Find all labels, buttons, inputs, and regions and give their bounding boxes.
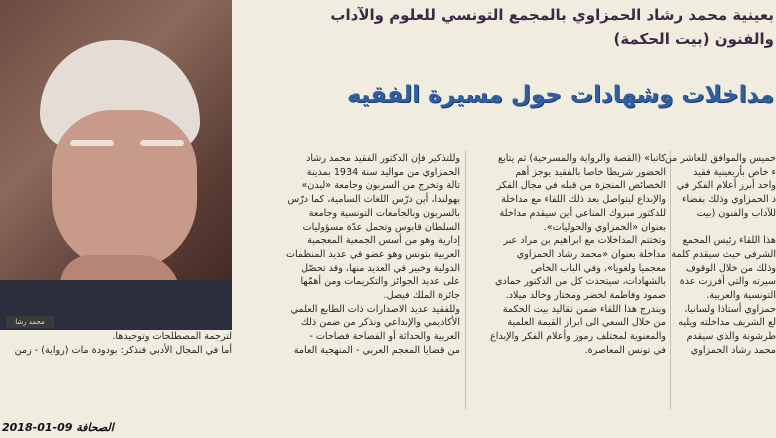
text-line: صمود وفاطمة لخضر ومختار وخالد ميلاد. [505, 290, 666, 302]
text-line: واحد أبرز أعلام الفكر في [676, 180, 776, 192]
text-line: طرشونة والذي سيقدم [686, 331, 776, 343]
text-line: الدولية وخبير في العديد منها، وقد تحصّل [301, 262, 460, 274]
text-line: إدارية وهو من أسس الجمعية المعجمية [307, 235, 460, 247]
text-line: لع الشريف مداخلته ويليه [678, 317, 776, 329]
column-divider [465, 150, 466, 410]
text-line: الخصائص المنجزة من قبله في مجال الفكر [496, 180, 666, 192]
text-line: وذلك من خلال الوقوف [685, 262, 776, 274]
text-line: بعنوان «الحمزاوي والحوليات». [543, 221, 666, 233]
text-line: وللتذكير فإن الدكتور الفقيد محمد رشاد [306, 153, 460, 164]
text-line: وللفقيد عديد الاصدارات ذات الطابع العلمي [290, 303, 460, 315]
text-line [676, 221, 776, 235]
text-line: أما في المجال الأدبي فنذكر: بودودة مات (رواية) - زمن [14, 344, 232, 356]
portrait-eyebrow-right [140, 140, 184, 146]
text-line: سيرته والتي أفرزت عدة [679, 276, 776, 288]
headline-line-1: بعينية محمد رشاد الحمزاوي بالمجمع التونسي للعلوم والآداب [330, 6, 774, 24]
text-line: خميس والموافق للعاشر من [664, 153, 776, 164]
text-line: بالسربون وبالجامعات التونسية وجامعة [308, 207, 460, 219]
text-line: في تونس المعاصرة. [584, 344, 666, 356]
text-line: الحضور شريطا خاصا بالفقيد يوجز أهم [515, 166, 666, 178]
text-line: والإبداع ليتواصل بعد ذلك اللقاء مع مداخلة [501, 194, 666, 206]
portrait-photo [0, 0, 232, 330]
photo-caption: محمد رشا [6, 316, 54, 328]
text-line: محمد رشاد الحمزاوي [690, 344, 776, 356]
text-column-2 [470, 152, 666, 392]
portrait-face [52, 110, 197, 270]
text-line: للآداب والفنون (بيت [696, 207, 776, 219]
text-line: السلطان قابوس وتحمل عدّة مسؤوليات [302, 221, 460, 233]
text-line: الأكاديمي والإبداعي ونذكر من ضمن ذلك [300, 317, 460, 329]
text-line: تالة وتخرج من السربون وجامعة «ليدن» [301, 180, 460, 192]
text-line: وتختتم المداخلات مع ابراهيم بن مراد عبر [503, 235, 666, 247]
text-line: بهولندا، أين درّس اللغات السامية، كما درّس [287, 194, 460, 206]
text-line: مداخلة بعنوان «محمد رشاد الحمزاوي [516, 248, 666, 260]
text-line: معجميا ولغويا»، وفي الباب الخاص [530, 262, 666, 274]
text-column-4 [0, 330, 232, 382]
source-date: الصحافة 09-01-2018 [2, 421, 114, 434]
text-line: التونسية والعربية. [706, 290, 776, 302]
text-line: الشرفي حيث سيقدم كلمة [671, 248, 776, 260]
text-line: للدكتور مبروك المناعي أين سيقدم مداخلة [499, 207, 666, 219]
text-line: هذا اللقاء رئيس المجمع [682, 235, 776, 247]
text-line: لترجمة المصطلحات وتوحيدها. [112, 331, 232, 342]
text-column-3 [240, 152, 460, 427]
text-line: كاتبا» (القصة والرواية والمسرحية) ثم يتابع [497, 153, 666, 164]
text-line: ويندرج هذا اللقاء ضمن تقاليد بيت الحكمة [502, 303, 666, 315]
column-divider [670, 150, 671, 410]
text-line: د الحمزاوي وذلك بفضاء [681, 194, 776, 206]
text-line: الحمزاوي من مواليد سنة 1934 بمدينة [306, 166, 460, 178]
text-line: والمعنوية لمختلف رموز وأعلام الفكر والإبداع [490, 331, 666, 343]
headline-line-2: والفنون (بيت الحكمة) [613, 30, 774, 48]
text-line: العربية والحداثة أو الفصاحة فصاحات - [309, 331, 460, 343]
text-line: العربية بتونس وهو عضو في عديد المنظمات [285, 248, 460, 260]
subheadline: مداخلات وشهادات حول مسيرة الفقيه [347, 82, 774, 108]
portrait-eyebrow-left [70, 140, 114, 146]
text-line: حمزاوي أستاذا ولسانيا، [684, 303, 776, 315]
text-line: ء خاص بأربعينية فقيد [693, 166, 776, 178]
text-line: من قضايا المعجم العربي - المنهجية العامة [293, 344, 460, 356]
text-column-1 [664, 152, 776, 407]
text-line: على عديد الجوائز والتكريمات ومن أهمّها [300, 276, 460, 288]
text-line: بالشهادات، سيتحدث كل من الدكتور حمادي [495, 276, 666, 288]
text-line: جائزة الملك فيصل. [383, 290, 460, 302]
text-line: من خلال السعي الى ابراز القيمة العلمية [507, 317, 666, 329]
